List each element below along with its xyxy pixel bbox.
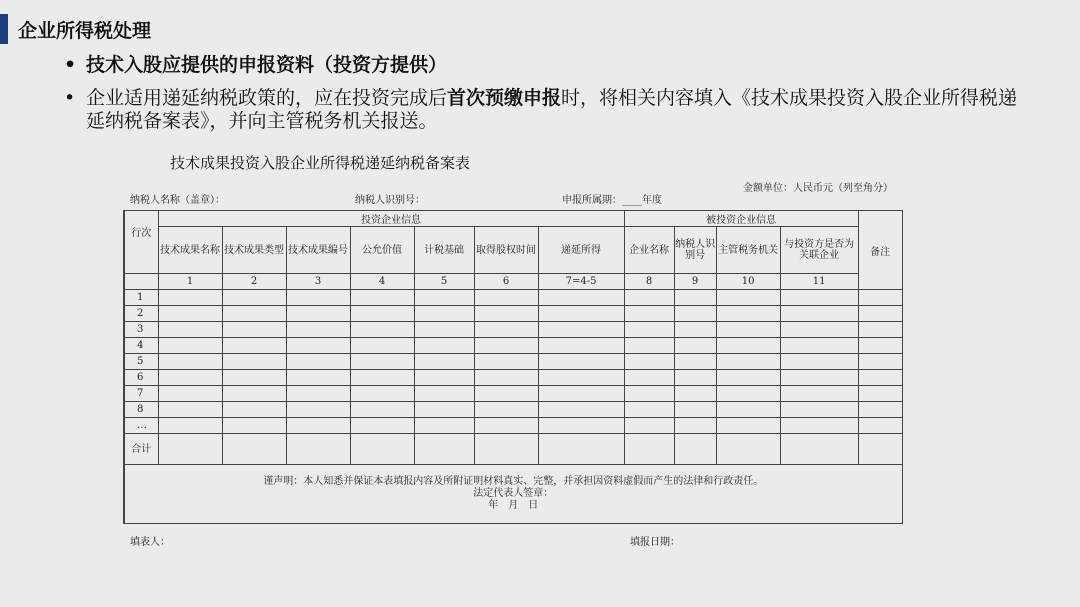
table-cell <box>350 402 414 418</box>
total-row <box>124 434 902 465</box>
table-cell <box>286 402 350 418</box>
bullet-dot: • <box>64 54 77 76</box>
blank-cell <box>124 274 158 290</box>
declaration-row <box>124 465 902 524</box>
table-row <box>124 338 902 354</box>
table-cell <box>286 306 350 322</box>
column-number: 4 <box>350 274 414 290</box>
table-cell <box>158 290 222 306</box>
table-row <box>124 370 902 386</box>
row-number: 8 <box>124 402 158 418</box>
table-cell <box>858 290 902 306</box>
table-cell <box>286 370 350 386</box>
table-cell <box>474 354 538 370</box>
table-cell <box>716 338 780 354</box>
column-header: 技术成果编号 <box>286 227 350 274</box>
table-cell <box>780 402 858 418</box>
bullet-text-2-pre: 企业适用递延纳税政策的，应在投资完成后 <box>86 87 448 109</box>
column-header: 技术成果名称 <box>158 227 222 274</box>
table-cell <box>158 402 222 418</box>
table-cell <box>780 322 858 338</box>
table-cell <box>674 402 716 418</box>
declaration-text: 谨声明：本人知悉并保证本表填报内容及所附证明材料真实、完整，并承担因资料虚假而产生的法律和行政责任。 <box>263 476 764 487</box>
table-cell <box>858 418 902 434</box>
table-cell <box>474 338 538 354</box>
table-cell <box>716 290 780 306</box>
table-cell <box>624 402 674 418</box>
table-cell <box>858 354 902 370</box>
year-label: 年度 <box>642 195 662 206</box>
table-cell <box>624 434 674 465</box>
table-cell <box>780 338 858 354</box>
table-cell <box>538 322 624 338</box>
table-cell <box>222 402 286 418</box>
table-cell <box>414 402 474 418</box>
table-cell <box>780 434 858 465</box>
table-cell <box>414 322 474 338</box>
bullet-text-2-bold: 首次预缴申报 <box>447 87 562 109</box>
table-cell <box>716 386 780 402</box>
table-cell <box>158 306 222 322</box>
table-cell <box>674 306 716 322</box>
period-field <box>562 191 662 206</box>
remarks-header: 备注 <box>858 211 902 290</box>
group-invested-info: 被投资企业信息 <box>624 211 858 227</box>
table-cell <box>222 370 286 386</box>
table-cell <box>286 322 350 338</box>
column-header: 与投资方是否为关联企业 <box>780 227 858 274</box>
taxpayer-id-label: 纳税人识别号： <box>355 195 425 206</box>
row-number: 5 <box>124 354 158 370</box>
row-number: 4 <box>124 338 158 354</box>
table-cell <box>222 322 286 338</box>
table-cell <box>222 354 286 370</box>
table-row <box>124 306 902 322</box>
bullet-item-2 <box>64 87 1024 133</box>
table-cell <box>674 338 716 354</box>
table-cell <box>414 386 474 402</box>
table-cell <box>674 434 716 465</box>
table-cell <box>474 370 538 386</box>
table-cell <box>624 290 674 306</box>
table-row <box>124 322 902 338</box>
bullet-text-1: 技术入股应提供的申报资料（投资方提供） <box>86 54 448 76</box>
table-cell <box>286 290 350 306</box>
table-cell <box>350 338 414 354</box>
column-number: 9 <box>674 274 716 290</box>
row-header-label: 行次 <box>131 228 152 239</box>
table-cell <box>538 290 624 306</box>
table-cell <box>222 434 286 465</box>
table-cell <box>716 322 780 338</box>
table-cell <box>624 370 674 386</box>
table-cell <box>474 402 538 418</box>
column-number: 2 <box>222 274 286 290</box>
row-number: 1 <box>124 290 158 306</box>
row-number: 2 <box>124 306 158 322</box>
column-header: 企业名称 <box>624 227 674 274</box>
table-cell <box>222 306 286 322</box>
bullet-dot: • <box>64 87 76 109</box>
table-cell <box>474 290 538 306</box>
table-cell <box>538 434 624 465</box>
form-title: 技术成果投资入股企业所得税递延纳税备案表 <box>170 154 471 172</box>
column-header: 公允价值 <box>350 227 414 274</box>
table-cell <box>286 354 350 370</box>
table-cell <box>624 322 674 338</box>
table-cell <box>716 306 780 322</box>
bullet-text-2-post: 时，将相关内容填入《技术成果投资入股企业所得税递延纳税备案表》，并向主管税务机关报送。 <box>86 87 1018 132</box>
title-accent-bar <box>0 14 8 44</box>
table-row <box>124 354 902 370</box>
table-cell <box>474 322 538 338</box>
table-row <box>124 290 902 306</box>
table-cell <box>780 370 858 386</box>
table-cell <box>414 418 474 434</box>
column-number: 7=4-5 <box>538 274 624 290</box>
table-cell <box>474 418 538 434</box>
table-cell <box>222 338 286 354</box>
table-cell <box>858 434 902 465</box>
row-number: 6 <box>124 370 158 386</box>
table-cell <box>716 354 780 370</box>
column-header: 计税基础 <box>414 227 474 274</box>
table-row <box>124 418 902 434</box>
table-cell <box>474 306 538 322</box>
column-number: 3 <box>286 274 350 290</box>
period-label: 申报所属期： <box>562 195 622 206</box>
table-cell <box>414 338 474 354</box>
table-cell <box>350 354 414 370</box>
table-cell <box>538 418 624 434</box>
column-number: 1 <box>158 274 222 290</box>
column-number-row <box>124 274 902 290</box>
table-cell <box>858 338 902 354</box>
declaration-cell <box>124 465 902 524</box>
data-rows <box>124 290 902 434</box>
table-cell <box>780 418 858 434</box>
table-cell <box>858 386 902 402</box>
table-cell <box>414 434 474 465</box>
fill-date-label: 填报日期： <box>630 537 680 548</box>
table-cell <box>286 338 350 354</box>
table-cell <box>538 354 624 370</box>
table-cell <box>350 370 414 386</box>
column-header: 递延所得 <box>538 227 624 274</box>
table-cell <box>858 306 902 322</box>
table-cell <box>858 322 902 338</box>
table-cell <box>158 322 222 338</box>
table-cell <box>222 386 286 402</box>
row-number: 7 <box>124 386 158 402</box>
column-number: 5 <box>414 274 474 290</box>
table-cell <box>474 434 538 465</box>
filing-form-table <box>123 210 903 524</box>
table-row <box>124 386 902 402</box>
table-cell <box>716 402 780 418</box>
table-cell <box>222 290 286 306</box>
table-cell <box>158 386 222 402</box>
table-cell <box>624 418 674 434</box>
legal-rep-signature: 法定代表人签章： <box>473 488 554 499</box>
table-cell <box>538 402 624 418</box>
taxpayer-name-label: 纳税人名称（盖章）： <box>130 195 225 206</box>
bullet-list <box>64 54 1024 143</box>
bullet-item-1 <box>64 54 1024 77</box>
table-cell <box>674 386 716 402</box>
table-cell <box>350 306 414 322</box>
currency-label: 金额单位：人民币元（列至角分） <box>743 183 893 194</box>
period-blank: ____ <box>622 195 642 206</box>
table-cell <box>538 370 624 386</box>
table-cell <box>350 322 414 338</box>
signature-date: 年 月 日 <box>488 500 539 511</box>
table-cell <box>780 386 858 402</box>
table-cell <box>286 434 350 465</box>
group-investment-info: 投资企业信息 <box>158 211 624 227</box>
table-cell <box>158 434 222 465</box>
table-cell <box>624 386 674 402</box>
table-cell <box>350 386 414 402</box>
total-label: 合计 <box>124 434 158 465</box>
table-cell <box>414 290 474 306</box>
table-cell <box>350 290 414 306</box>
table-cell <box>716 418 780 434</box>
column-header-row <box>124 227 902 274</box>
table-cell <box>538 386 624 402</box>
table-cell <box>414 370 474 386</box>
table-cell <box>674 290 716 306</box>
column-number: 8 <box>624 274 674 290</box>
table-cell <box>780 354 858 370</box>
column-number: 10 <box>716 274 780 290</box>
table-cell <box>674 370 716 386</box>
row-number: 3 <box>124 322 158 338</box>
table-cell <box>222 418 286 434</box>
table-cell <box>286 418 350 434</box>
table-cell <box>674 322 716 338</box>
table-cell <box>350 434 414 465</box>
table-cell <box>474 386 538 402</box>
table-cell <box>350 418 414 434</box>
table-cell <box>158 338 222 354</box>
table-cell <box>780 306 858 322</box>
table-cell <box>414 354 474 370</box>
column-number: 6 <box>474 274 538 290</box>
table-cell <box>624 354 674 370</box>
table-cell <box>414 306 474 322</box>
table-cell <box>624 338 674 354</box>
table-cell <box>286 386 350 402</box>
table-cell <box>716 434 780 465</box>
table-cell <box>158 370 222 386</box>
table-cell <box>158 418 222 434</box>
row-number: … <box>124 418 158 434</box>
table-cell <box>538 306 624 322</box>
table-cell <box>674 354 716 370</box>
column-number: 11 <box>780 274 858 290</box>
column-header: 取得股权时间 <box>474 227 538 274</box>
table-cell <box>858 402 902 418</box>
column-header: 技术成果类型 <box>222 227 286 274</box>
group-header-row <box>124 211 902 227</box>
row-header-cell <box>124 211 158 274</box>
column-header: 纳税人识别号 <box>674 227 716 274</box>
table-cell <box>716 370 780 386</box>
table-cell <box>624 306 674 322</box>
table-cell <box>538 338 624 354</box>
table-cell <box>158 354 222 370</box>
column-header: 主管税务机关 <box>716 227 780 274</box>
table-cell <box>780 290 858 306</box>
filler-label: 填表人： <box>130 537 170 548</box>
table-row <box>124 402 902 418</box>
slide-title: 企业所得税处理 <box>18 20 152 42</box>
table-cell <box>858 370 902 386</box>
table-cell <box>674 418 716 434</box>
